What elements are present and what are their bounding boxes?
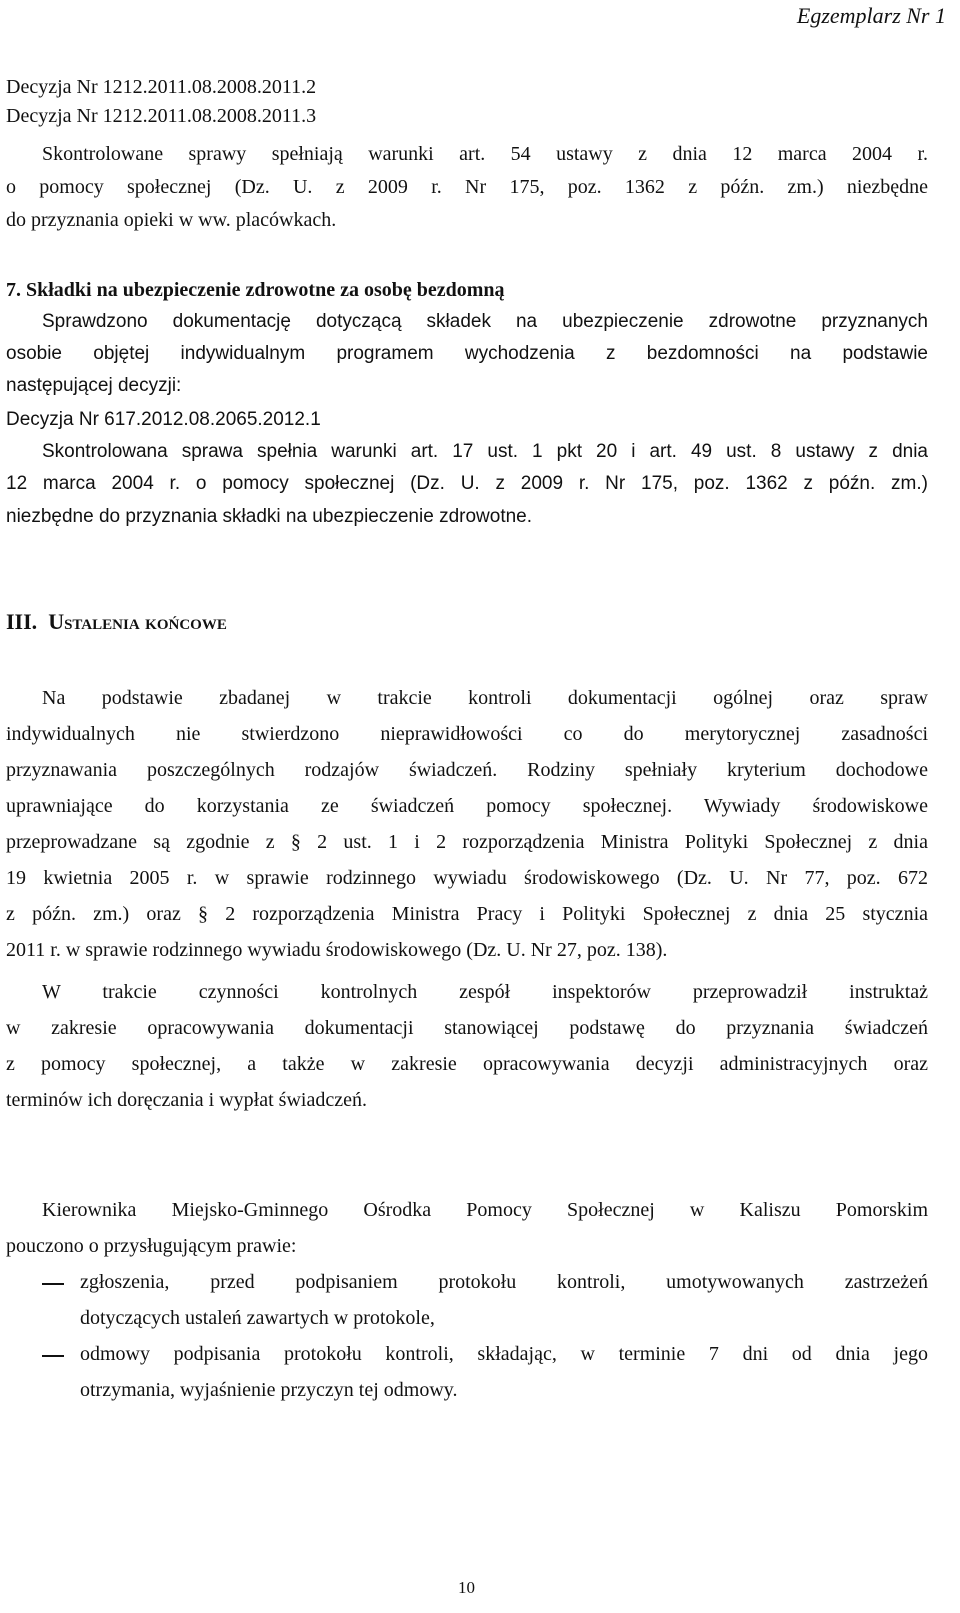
text-line: 2011 r. w sprawie rodzinnego wywiadu środowiskowego (Dz. U. Nr 27, poz. 138). xyxy=(6,939,668,961)
text-line: terminów ich doręczania i wypłat świadczeń. xyxy=(6,1089,367,1111)
text-line: o pomocy społecznej (Dz. U. z 2009 r. Nr 175, poz. 1362 z późn. zm.) niezbędne xyxy=(6,176,928,198)
text-line: Sprawdzono dokumentację dotyczącą składek na ubezpieczenie zdrowotne przyznanych xyxy=(42,311,928,332)
text-line: niezbędne do przyznania składki na ubezpieczenie zdrowotne. xyxy=(6,506,533,527)
section-3-roman: III. xyxy=(6,609,38,634)
text-line: W trakcie czynności kontrolnych zespół inspektorów przeprowadził instruktaż xyxy=(42,981,928,1003)
bullet-line: dotyczących ustaleń zawartych w protokole, xyxy=(80,1307,435,1329)
bullet-line: otrzymania, wyjaśnienie przyczyn tej odmowy. xyxy=(80,1379,458,1401)
text-line: przeprowadzane są zgodnie z § 2 ust. 1 i 2 rozporządzenia Ministra Polityki Społecznej z dnia xyxy=(6,831,928,853)
section-3-title: Ustalenia końcowe xyxy=(48,609,227,634)
decision-line: Decyzja Nr 1212.2011.08.2008.2011.3 xyxy=(6,105,317,127)
text-line: indywidualnych nie stwierdzono nieprawidłowości co do merytorycznej zasadności xyxy=(6,723,928,745)
page-number: 10 xyxy=(458,1578,475,1597)
text-line: Skontrolowane sprawy spełniają warunki art. 54 ustawy z dnia 12 marca 2004 r. xyxy=(42,143,928,165)
dash-bullet-icon xyxy=(42,1283,64,1285)
text-line: 12 marca 2004 r. o pomocy społecznej (Dz. U. z 2009 r. Nr 175, poz. 1362 z późn. zm.) xyxy=(6,473,928,494)
bullet-line: odmowy podpisania protokołu kontroli, składając, w terminie 7 dni od dnia jego xyxy=(80,1343,928,1365)
text-line: z późn. zm.) oraz § 2 rozporządzenia Ministra Pracy i Polityki Społecznej z dnia 25 stycznia xyxy=(6,903,928,925)
bullet-line: zgłoszenia, przed podpisaniem protokołu kontroli, umotywowanych zastrzeżeń xyxy=(80,1271,928,1293)
text-line: Skontrolowana sprawa spełnia warunki art. 17 ust. 1 pkt 20 i art. 49 ust. 8 ustawy z dnia xyxy=(42,441,928,462)
text-line: Na podstawie zbadanej w trakcie kontroli dokumentacji ogólnej oraz spraw xyxy=(42,687,928,709)
text-line: z pomocy społecznej, a także w zakresie opracowywania decyzji administracyjnych oraz xyxy=(6,1053,928,1075)
text-line: uprawniające do korzystania ze świadczeń pomocy społecznej. Wywiady środowiskowe xyxy=(6,795,928,817)
decision-line: Decyzja Nr 617.2012.08.2065.2012.1 xyxy=(6,409,321,430)
text-line: Kierownika Miejsko-Gminnego Ośrodka Pomocy Społecznej w Kaliszu Pomorskim xyxy=(42,1199,928,1221)
text-line: pouczono o przysługującym prawie: xyxy=(6,1235,297,1257)
dash-bullet-icon xyxy=(42,1355,64,1357)
section-3-heading xyxy=(6,610,227,634)
decision-line: Decyzja Nr 1212.2011.08.2008.2011.2 xyxy=(6,76,317,98)
text-line: osobie objętej indywidualnym programem wychodzenia z bezdomności na podstawie xyxy=(6,343,928,364)
text-line: następującej decyzji: xyxy=(6,375,182,396)
copy-label: Egzemplarz Nr 1 xyxy=(796,3,946,28)
text-line: w zakresie opracowywania dokumentacji stanowiącej podstawę do przyznania świadczeń xyxy=(6,1017,928,1039)
section-7-heading: 7. Składki na ubezpieczenie zdrowotne za osobę bezdomną xyxy=(6,279,505,301)
text-line: 19 kwietnia 2005 r. w sprawie rodzinnego wywiadu środowiskowego (Dz. U. Nr 77, poz. 672 xyxy=(6,867,928,889)
text-line: do przyznania opieki w ww. placówkach. xyxy=(6,209,337,231)
text-line: przyznawania poszczególnych rodzajów świadczeń. Rodziny spełniały kryterium dochodowe xyxy=(6,759,928,781)
